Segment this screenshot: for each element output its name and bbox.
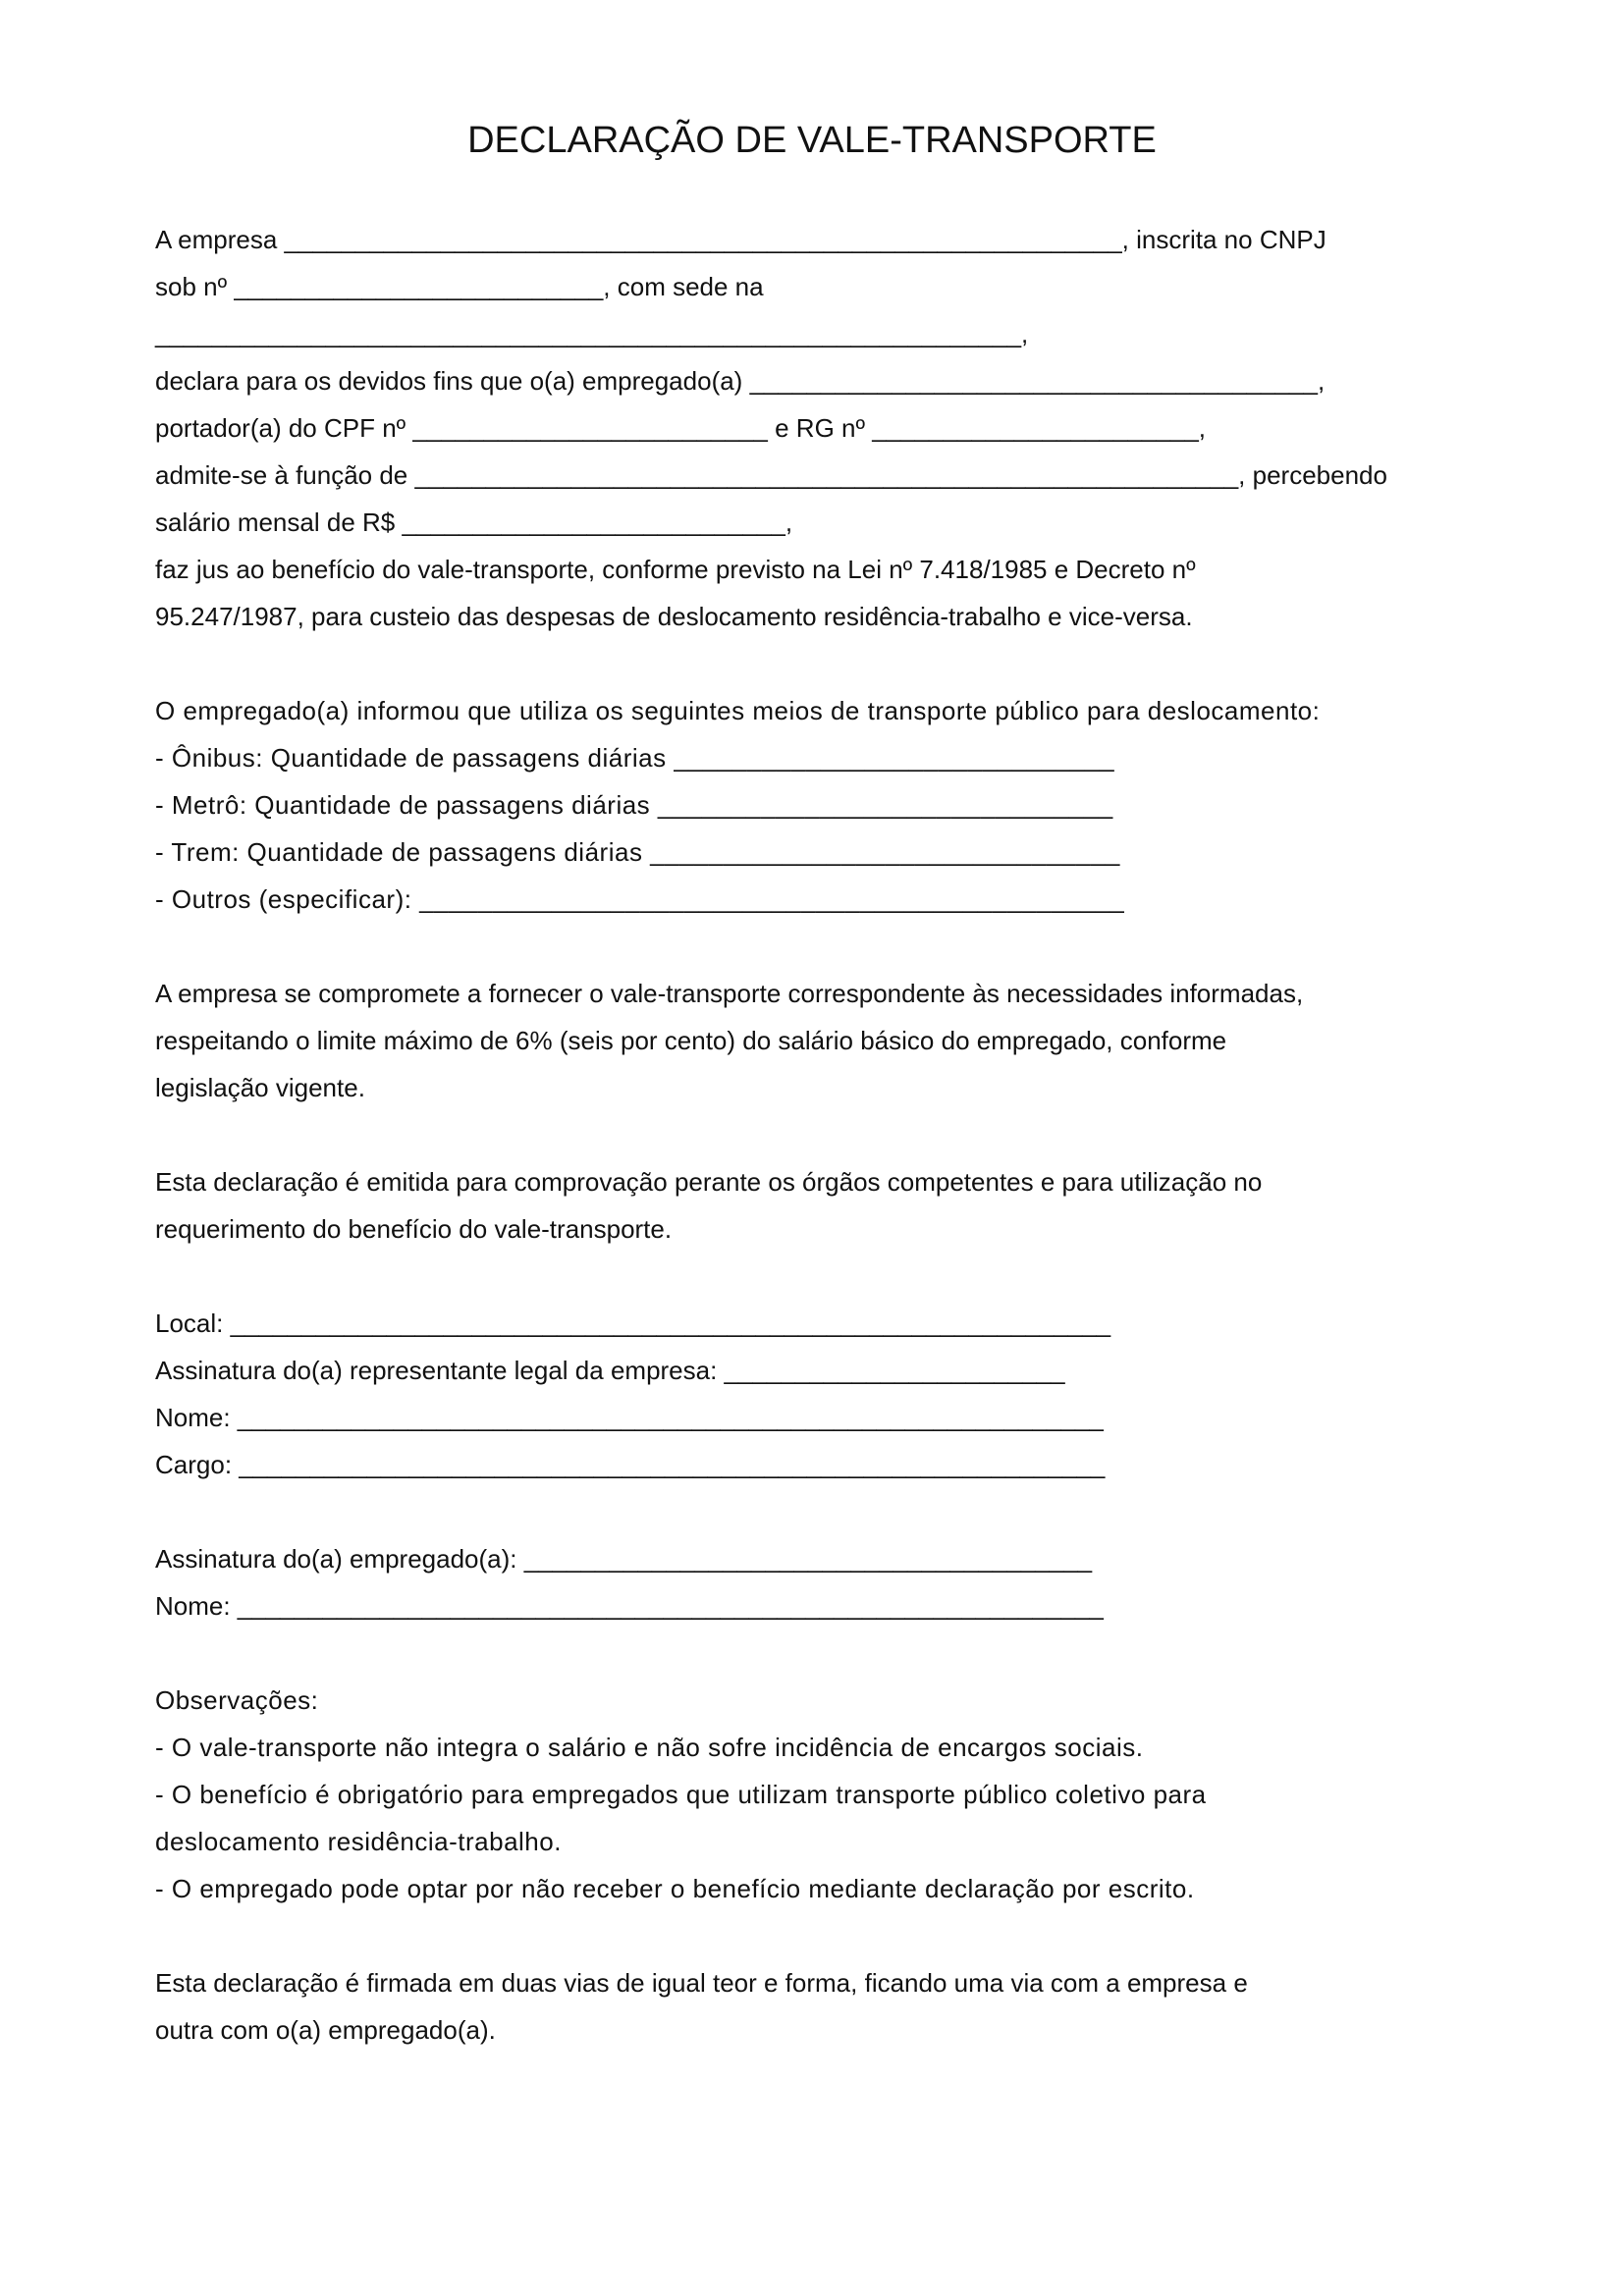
paragraph-gap xyxy=(155,1629,1530,1677)
note-item-continuation: deslocamento residência-trabalho. xyxy=(155,1827,562,1856)
note-item: - O benefício é obrigatório para empregados que utilizam transporte público coletivo para xyxy=(155,1780,1207,1809)
intro-line: faz jus ao benefício do vale-transporte, conforme previsto na Lei nº 7.418/1985 e Decreto nº xyxy=(155,555,1196,584)
closing-line: outra com o(a) empregado(a). xyxy=(155,2015,496,2045)
paragraph-gap xyxy=(155,640,1530,687)
company-name-field: Nome: _____________________________________________________________ xyxy=(155,1403,1104,1432)
notes-section xyxy=(155,1677,1530,1912)
notes-heading: Observações: xyxy=(155,1685,319,1715)
paragraph-gap xyxy=(155,1253,1530,1300)
closing-paragraph xyxy=(155,1959,1530,2054)
intro-line: declara para os devidos fins que o(a) empregado(a) ________________________________________, xyxy=(155,366,1326,396)
employee-signature-block xyxy=(155,1535,1530,1629)
paragraph-gap xyxy=(155,923,1530,970)
transport-line: - Outros (especificar): ________________________________________________ xyxy=(155,884,1125,914)
purpose-line: requerimento do benefício do vale-transporte. xyxy=(155,1214,673,1244)
transport-section xyxy=(155,687,1530,923)
transport-line: - Trem: Quantidade de passagens diárias ________________________________ xyxy=(155,837,1120,867)
transport-line: O empregado(a) informou que utiliza os seguintes meios de transporte público para deslocamento: xyxy=(155,696,1321,725)
document-title: DECLARAÇÃO DE VALE-TRANSPORTE xyxy=(467,120,1157,161)
intro-line: A empresa ___________________________________________________________, inscrita no CNPJ xyxy=(155,225,1326,254)
commitment-paragraph xyxy=(155,970,1530,1111)
company-signature-field: Assinatura do(a) representante legal da empresa: ________________________ xyxy=(155,1356,1065,1385)
intro-line: 95.247/1987, para custeio das despesas de deslocamento residência-trabalho e vice-versa. xyxy=(155,602,1193,631)
note-item: - O empregado pode optar por não receber o benefício mediante declaração por escrito. xyxy=(155,1874,1195,1903)
local-field: Local: ______________________________________________________________ xyxy=(155,1308,1111,1338)
intro-line: admite-se à função de __________________________________________________________, percebendo xyxy=(155,460,1387,490)
paragraph-gap xyxy=(155,1912,1530,1959)
employee-signature-field: Assinatura do(a) empregado(a): ________________________________________ xyxy=(155,1544,1093,1574)
intro-paragraph xyxy=(155,216,1530,640)
note-item: - O vale-transporte não integra o salário e não sofre incidência de encargos sociais. xyxy=(155,1733,1144,1762)
intro-line: _____________________________________________________________, xyxy=(155,319,1029,348)
commitment-line: A empresa se compromete a fornecer o vale-transporte correspondente às necessidades informadas, xyxy=(155,979,1304,1008)
intro-line: sob nº __________________________, com sede na xyxy=(155,272,764,301)
purpose-line: Esta declaração é emitida para comprovação perante os órgãos competentes e para utilização no xyxy=(155,1167,1263,1197)
commitment-line: legislação vigente. xyxy=(155,1073,365,1102)
paragraph-gap xyxy=(155,1488,1530,1535)
company-role-field: Cargo: _____________________________________________________________ xyxy=(155,1450,1106,1479)
intro-line: portador(a) do CPF nº _________________________ e RG nº _______________________, xyxy=(155,413,1206,443)
document-body xyxy=(155,216,1530,2054)
transport-line: - Metrô: Quantidade de passagens diárias _______________________________ xyxy=(155,790,1113,820)
closing-line: Esta declaração é firmada em duas vias de igual teor e forma, ficando uma via com a empresa e xyxy=(155,1968,1248,1998)
company-signature-block xyxy=(155,1300,1530,1488)
intro-line: salário mensal de R$ ___________________________, xyxy=(155,507,793,537)
transport-line: - Ônibus: Quantidade de passagens diárias ______________________________ xyxy=(155,743,1115,773)
commitment-line: respeitando o limite máximo de 6% (seis por cento) do salário básico do empregado, conforme xyxy=(155,1026,1227,1055)
paragraph-gap xyxy=(155,1111,1530,1158)
purpose-paragraph xyxy=(155,1158,1530,1253)
employee-name-field: Nome: _____________________________________________________________ xyxy=(155,1591,1104,1621)
